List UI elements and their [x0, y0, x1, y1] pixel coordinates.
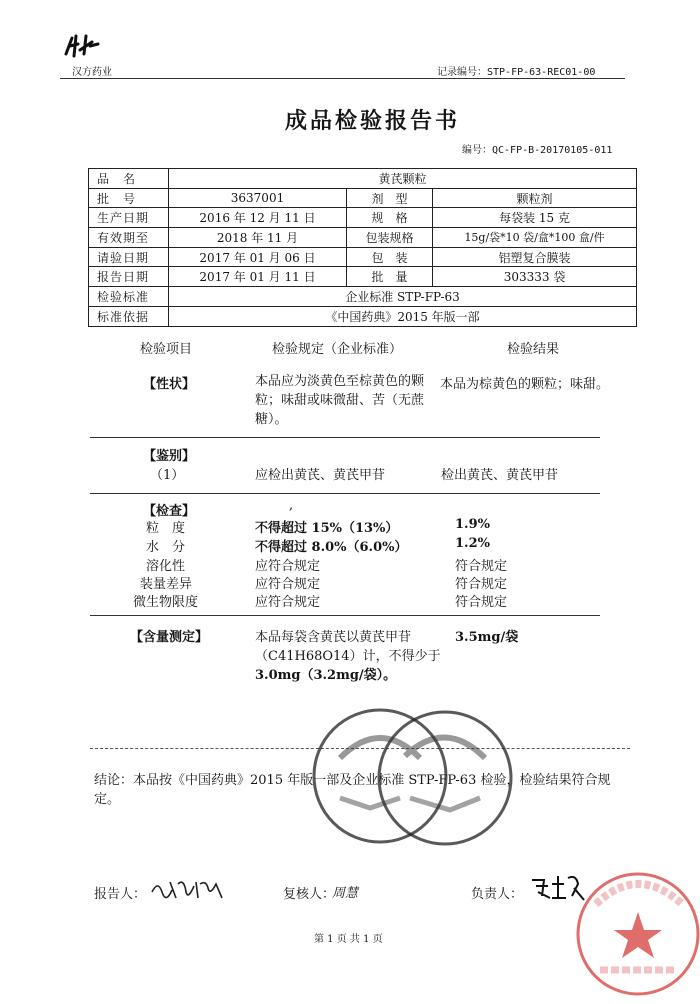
check-result: 1.2%	[455, 536, 490, 551]
table-row	[89, 188, 637, 208]
info-label: 报告日期	[89, 267, 169, 287]
section-divider	[90, 493, 600, 494]
check-item: 微生物限度	[133, 595, 199, 610]
info-value: 3637001	[169, 188, 347, 208]
info-label: 检验标准	[89, 287, 169, 307]
assay-result: 3.5mg/袋	[455, 630, 519, 645]
reporter-signature-icon	[150, 874, 230, 904]
info-value: 《中国药典》2015 年版一部	[169, 306, 637, 326]
check-result: 符合规定	[455, 577, 508, 592]
info-label: 剂 型	[347, 188, 433, 208]
assay-spec-line1: 本品每袋含黄芪以黄芪甲苷	[255, 630, 412, 645]
assay-spec-line3: 3.0mg（3.2mg/袋）。	[255, 668, 397, 683]
info-value: 2017 年 01 月 11 日	[169, 267, 347, 287]
info-label: 品 名	[89, 169, 169, 189]
info-value: 企业标准 STP-FP-63	[169, 287, 637, 307]
reviewer-signature: 周慧	[332, 886, 359, 901]
info-label: 规 格	[347, 208, 433, 228]
info-label: 标准依据	[89, 306, 169, 326]
check-spec: 不得超过 15%（13%）	[255, 521, 399, 536]
check-spec: 应符合规定	[255, 559, 321, 574]
traits-spec: 本品应为淡黄色至棕黄色的颗粒；味甜或味微甜、苦（无蔗糖）。	[255, 374, 425, 427]
info-label: 有效期至	[89, 228, 169, 248]
section-divider	[90, 615, 600, 616]
section-assay-label: 【含量测定】	[130, 630, 209, 645]
section-traits-label: 【性状】	[143, 377, 196, 392]
info-value: 2016 年 12 月 11 日	[169, 208, 347, 228]
info-label: 包 装	[347, 247, 433, 267]
info-value: 303333 袋	[433, 267, 637, 287]
info-label: 包装规格	[347, 228, 433, 248]
page-number: 第 1 页 共 1 页	[314, 934, 383, 945]
table-row	[89, 287, 637, 307]
info-label: 批 号	[89, 188, 169, 208]
check-spec: 应符合规定	[255, 577, 321, 592]
check-spec: 应符合规定	[255, 595, 321, 610]
table-row	[89, 267, 637, 287]
column-header-item: 检验项目	[140, 342, 193, 357]
table-row	[89, 306, 637, 326]
company-name: 汉方药业	[72, 67, 112, 78]
column-header-spec: 检验规定（企业标准）	[272, 342, 403, 357]
document-number: 编号：QC-FP-B-20170105-011	[462, 145, 613, 156]
section-divider	[90, 437, 600, 438]
check-result: 符合规定	[455, 595, 508, 610]
record-number: 记录编号：STP-FP-63-REC01-00	[437, 67, 596, 78]
quality-dept-stamp	[566, 864, 700, 1000]
table-row	[89, 247, 637, 267]
table-row	[89, 228, 637, 248]
info-value: 铝塑复合膜装	[433, 247, 637, 267]
ident-sub-item: （1）	[150, 468, 185, 483]
info-label: 批 量	[347, 267, 433, 287]
section-ident-label: 【鉴别】	[143, 449, 196, 464]
ident-spec: 应检出黄芪、黄芪甲苷	[255, 468, 386, 483]
check-spec: 不得超过 8.0%（6.0%）	[255, 540, 408, 555]
page-title: 成品检验报告书	[285, 108, 461, 134]
table-row	[89, 208, 637, 228]
check-item: 水 分	[146, 540, 186, 555]
traits-result: 本品为棕黄色的颗粒；味甜。	[440, 377, 610, 392]
conclusion-text: 结论：本品按《中国药典》2015 年版一部及企业标准 STP-FP-63 检验，检验结果符合规定。	[94, 773, 611, 807]
check-result: 1.9%	[455, 517, 490, 532]
section-checks-label: 【检查】	[143, 504, 196, 519]
check-item: 溶化性	[146, 559, 186, 574]
column-header-result: 检验结果	[507, 342, 560, 357]
reviewer-label: 复核人：	[283, 887, 336, 902]
info-label: 生产日期	[89, 208, 169, 228]
header-divider	[60, 78, 625, 79]
check-item: 装量差异	[140, 577, 193, 592]
info-value: 黄芪颗粒	[169, 169, 637, 189]
info-value: 每袋装 15 克	[433, 208, 637, 228]
product-info-table	[88, 168, 637, 327]
company-seal-stamp	[310, 698, 520, 858]
manager-label: 负责人：	[471, 887, 524, 902]
info-value: 2018 年 11 月	[169, 228, 347, 248]
checks-mark: ,	[289, 498, 294, 513]
assay-spec-line2: （C41H68O14）计，不得少于	[255, 649, 441, 664]
company-logo-icon	[62, 32, 102, 60]
ident-result: 检出黄芪、黄芪甲苷	[441, 468, 559, 483]
info-label: 请验日期	[89, 247, 169, 267]
table-row	[89, 169, 637, 189]
info-value: 颗粒剂	[433, 188, 637, 208]
info-value: 2017 年 01 月 06 日	[169, 247, 347, 267]
reporter-label: 报告人：	[94, 887, 147, 902]
check-result: 符合规定	[455, 559, 508, 574]
info-value: 15g/袋*10 袋/盒*100 盒/件	[433, 228, 637, 248]
check-item: 粒 度	[146, 521, 186, 536]
